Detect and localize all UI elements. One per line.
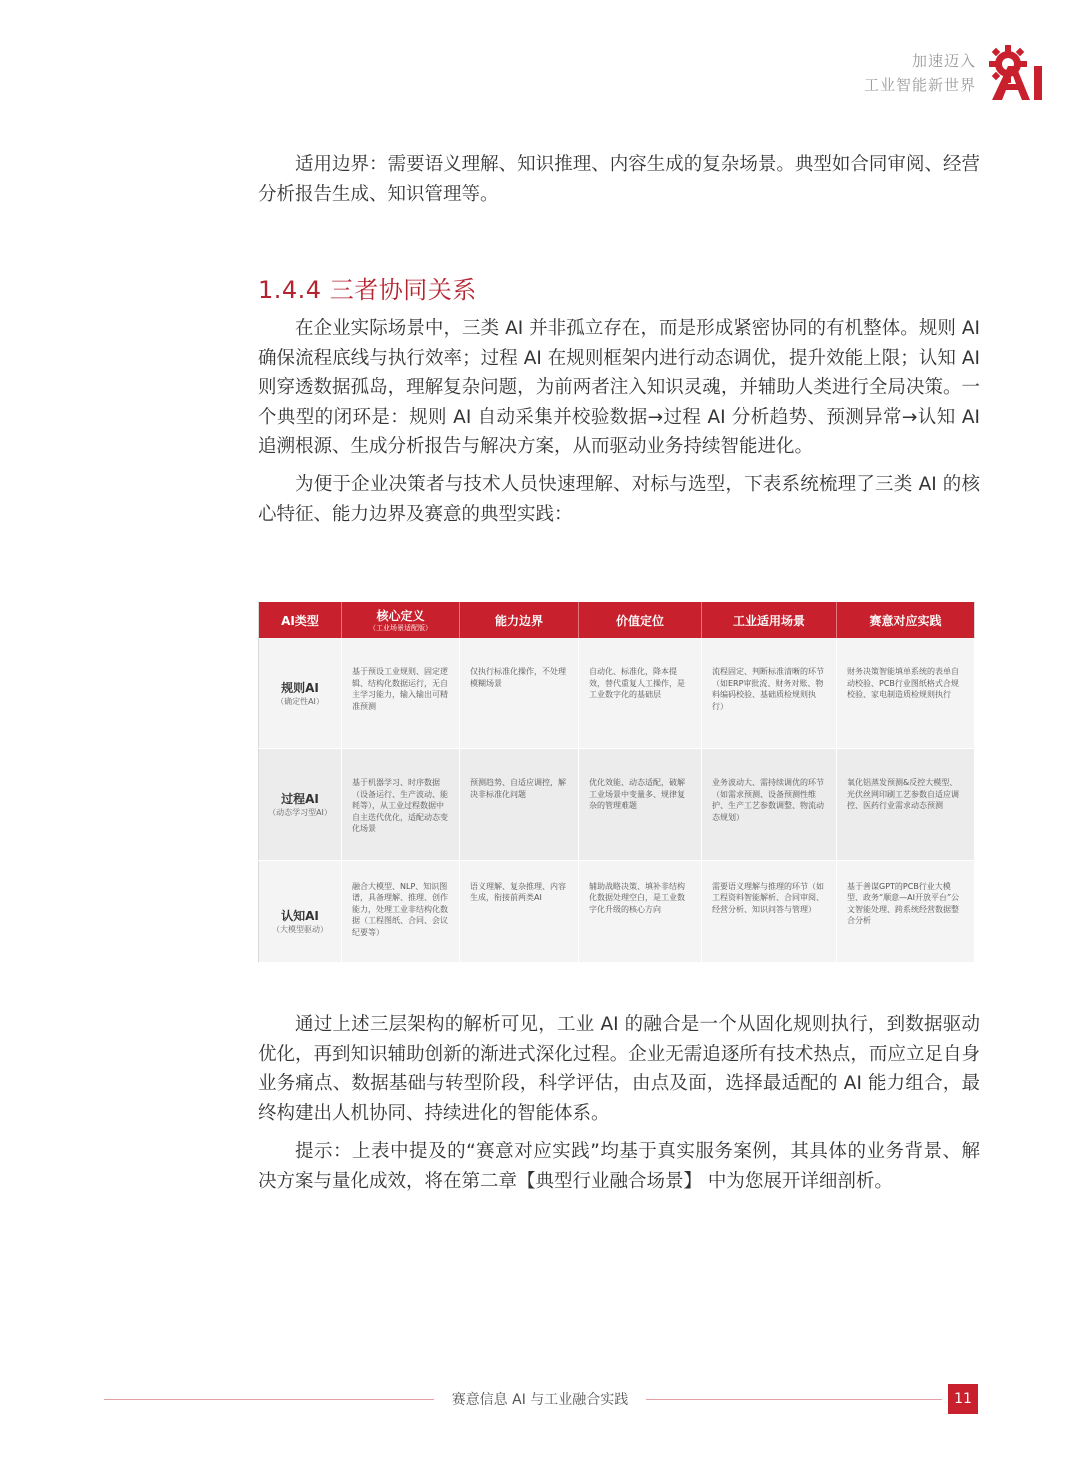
definition-cell: 基于机器学习、时序数据（设备运行、生产波动、能耗等），从工业过程数据中自主迭代优化，适配动态变化场景 <box>342 749 460 860</box>
row-type-cell: 规则AI （确定性AI） <box>259 638 342 749</box>
table-row <box>259 860 975 962</box>
boundary-cell: 预测趋势、自适应调控，解决非标准化问题 <box>460 749 579 860</box>
header-industrial-scenario: 工业适用场景 <box>702 602 837 638</box>
section-title: 1.4.4 三者协同关系 <box>258 276 477 304</box>
header-core-definition: 核心定义 （工业场景适配版） <box>342 602 460 638</box>
brand-slogan-line1: 加速迈入 <box>911 52 976 70</box>
row-type-cell: 过程AI （动态学习型AI） <box>259 749 342 860</box>
tip-paragraph: 提示：上表中提及的“赛意对应实践”均基于真实服务案例，其具体的业务背景、解决方案与量化成效，将在第二章【典型行业融合场景】 中为您展开详细剖析。 <box>258 1141 980 1192</box>
footer-divider-right <box>646 1399 942 1400</box>
scenario-cell: 需要语义理解与推理的环节（如工程资料智能解析、合同审阅、经营分析、知识问答与管理） <box>702 860 837 962</box>
header-value-positioning: 价值定位 <box>579 602 702 638</box>
footer-title: 赛意信息 AI 与工业融合实践 <box>451 1392 629 1408</box>
gear-ai-logo-icon <box>986 42 1048 104</box>
scenario-cell: 业务波动大、需持续调优的环节（如需求预测、设备预测性维护、生产工艺参数调整、物流动态规划） <box>702 749 837 860</box>
table-row <box>259 749 975 860</box>
practice-cell: 财务决策智能填单系统的表单自动校验、PCB行业图纸格式合规校验、家电制造质检规则执行 <box>837 638 975 749</box>
header-capability-boundary: 能力边界 <box>460 602 579 638</box>
collaboration-paragraph: 在企业实际场景中，三类 AI 并非孤立存在，而是形成紧密协同的有机整体。规则 AI 确保流程底线与执行效率；过程 AI 在规则框架内进行动态调优，提升效能上限；认知 AI 则穿透数据孤岛，理解复杂问题，为前两者注入知识灵魂，并辅助人类进行全局决策。一个典型的闭环是：规则 AI 自动采集并校验数据→过程 AI 分析趋势、预测异常→认知 AI 追溯根源、生成分析报告与解决方案，从而驱动业务持续智能进化。 <box>258 318 980 457</box>
boundary-cell: 仅执行标准化操作，不处理模糊场景 <box>460 638 579 749</box>
conclusion-paragraph: 通过上述三层架构的解析可见，工业 AI 的融合是一个从固化规则执行，到数据驱动优化，再到知识辅助创新的渐进式深化过程。企业无需追逐所有技术热点，而应立足自身业务痛点、数据基础与转型阶段，科学评估，由点及面，选择最适配的 AI 能力组合，最终构建出人机协同、持续进化的智能体系。 <box>258 1014 980 1124</box>
value-cell: 自动化、标准化，降本提效，替代重复人工操作，是工业数字化的基础层 <box>579 638 702 749</box>
brand-slogan <box>864 49 976 97</box>
brand-slogan-line2: 工业智能新世界 <box>863 76 976 94</box>
table-row <box>259 638 975 749</box>
applicability-paragraph: 适用边界：需要语义理解、知识推理、内容生成的复杂场景。典型如合同审阅、经营分析报告生成、知识管理等。 <box>258 154 980 205</box>
boundary-cell: 语义理解、复杂推理、内容生成，衔接前两类AI <box>460 860 579 962</box>
table-header-row <box>259 602 975 638</box>
value-cell: 辅助战略决策、填补非结构化数据处理空白，是工业数字化升级的核心方向 <box>579 860 702 962</box>
ai-types-table <box>258 602 975 963</box>
page-number: 11 <box>948 1384 978 1414</box>
header-ai-type: AI类型 <box>259 602 342 638</box>
practice-cell: 基于善谋GPT的PCB行业大模型、政务“顺意—AI开放平台”公文智能处理、跨系统经营数据整合分析 <box>837 860 975 962</box>
definition-cell: 基于预设工业规则、固定逻辑、结构化数据运行，无自主学习能力，输入输出可精准预测 <box>342 638 460 749</box>
practice-cell: 氧化铝蒸发预测&反控大模型、光伏丝网印刷工艺参数自适应调控、医药行业需求动态预测 <box>837 749 975 860</box>
table-intro-paragraph: 为便于企业决策者与技术人员快速理解、对标与选型，下表系统梳理了三类 AI 的核心特征、能力边界及赛意的典型实践： <box>258 474 980 525</box>
header-brand <box>864 42 1048 104</box>
row-type-cell: 认知AI （大模型驱动） <box>259 860 342 962</box>
definition-cell: 融合大模型、NLP、知识图谱，具备理解、推理、创作能力，处理工业非结构化数据（工程图纸、合同、会议纪要等） <box>342 860 460 962</box>
scenario-cell: 流程固定、判断标准清晰的环节（如ERP审批流、财务对账、物料编码校验、基础质检规则执行） <box>702 638 837 749</box>
header-practice: 赛意对应实践 <box>837 602 975 638</box>
footer-divider-left <box>104 1399 434 1400</box>
value-cell: 优化效能、动态适配，破解工业场景中变量多、规律复杂的管理难题 <box>579 749 702 860</box>
